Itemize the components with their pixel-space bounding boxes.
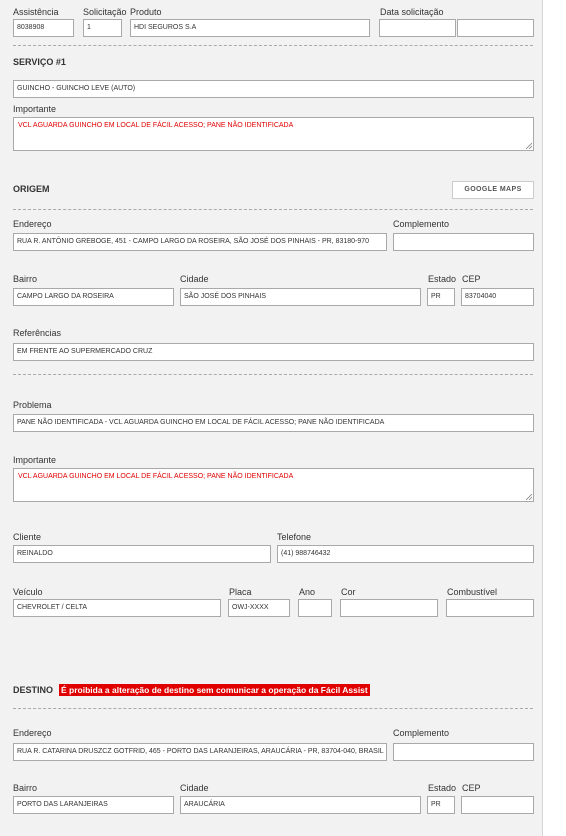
assistencia-field[interactable]: 8038908: [13, 19, 74, 37]
origem-referencias-field[interactable]: EM FRENTE AO SUPERMERCADO CRUZ: [13, 343, 534, 361]
solicitacao-label: Solicitação: [83, 7, 127, 17]
cliente-label: Cliente: [13, 532, 42, 542]
destino-cidade-label: Cidade: [180, 783, 209, 793]
origem-bairro-label: Bairro: [13, 274, 38, 284]
destino-estado-field[interactable]: PR: [427, 796, 455, 814]
origem-bairro-field[interactable]: CAMPO LARGO DA ROSEIRA: [13, 288, 174, 306]
destino-cep-label: CEP: [462, 783, 481, 793]
assistencia-label: Assistência: [13, 7, 59, 17]
veiculo-label: Veículo: [13, 587, 43, 597]
origem-endereco-field[interactable]: RUA R. ANTÔNIO GREBOGE, 451 - CAMPO LARGO DA ROSEIRA, SÃO JOSÉ DOS PINHAIS - PR, 83180-970: [13, 233, 387, 251]
destino-endereco-field[interactable]: RUA R. CATARINA DRUSZCZ GOTFRID, 465 - PORTO DAS LARANJEIRAS, ARAUCÁRIA - PR, 83704-040, BRASIL: [13, 743, 387, 761]
origem-referencias-label: Referências: [13, 328, 62, 338]
origem-complemento-label: Complemento: [393, 219, 450, 229]
servico-importante-label: Importante: [13, 104, 57, 114]
servico-tipo-field[interactable]: GUINCHO - GUINCHO LEVE (AUTO): [13, 80, 534, 98]
servico-importante-textarea[interactable]: [13, 117, 534, 151]
cor-label: Cor: [341, 587, 356, 597]
origem-endereco-label: Endereço: [13, 219, 52, 229]
divider: [13, 708, 533, 709]
cliente-field[interactable]: REINALDO: [13, 545, 271, 563]
divider: [13, 374, 533, 375]
resize-grip-icon[interactable]: [526, 494, 532, 500]
cor-field[interactable]: [340, 599, 438, 617]
placa-field[interactable]: OWJ-XXXX: [228, 599, 290, 617]
divider: [13, 45, 533, 46]
origem-estado-field[interactable]: PR: [427, 288, 455, 306]
data-solicitacao-time-field[interactable]: [457, 19, 534, 37]
origem-title: ORIGEM: [13, 184, 50, 194]
destino-complemento-field[interactable]: [393, 743, 534, 761]
telefone-field[interactable]: (41) 988746432: [277, 545, 534, 563]
destino-complemento-label: Complemento: [393, 728, 450, 738]
produto-field[interactable]: HDI SEGUROS S.A: [130, 19, 370, 37]
produto-label: Produto: [130, 7, 162, 17]
servico-title: SERVIÇO #1: [13, 57, 66, 67]
combustivel-field[interactable]: [446, 599, 534, 617]
google-maps-button[interactable]: GOOGLE MAPS: [452, 181, 534, 199]
origem-cep-label: CEP: [462, 274, 481, 284]
destino-estado-label: Estado: [428, 783, 457, 793]
destino-cidade-field[interactable]: ARAUCÁRIA: [180, 796, 421, 814]
problema-field[interactable]: PANE NÃO IDENTIFICADA - VCL AGUARDA GUINCHO EM LOCAL DE FÁCIL ACESSO; PANE NÃO IDENTIFICADA: [13, 414, 534, 432]
origem-cidade-field[interactable]: SÃO JOSÉ DOS PINHAIS: [180, 288, 421, 306]
destino-endereco-label: Endereço: [13, 728, 52, 738]
origem-complemento-field[interactable]: [393, 233, 534, 251]
telefone-label: Telefone: [277, 532, 312, 542]
ano-label: Ano: [299, 587, 316, 597]
data-solicitacao-label: Data solicitação: [380, 7, 444, 17]
problema-label: Problema: [13, 400, 52, 410]
destino-warning-badge: É proibida a alteração de destino sem comunicar a operação da Fácil Assist: [61, 685, 368, 695]
data-solicitacao-date-field[interactable]: [379, 19, 456, 37]
combustivel-label: Combustível: [447, 587, 498, 597]
origem-cep-field[interactable]: 83704040: [461, 288, 534, 306]
destino-bairro-label: Bairro: [13, 783, 38, 793]
problema-importante-label: Importante: [13, 455, 57, 465]
divider: [13, 209, 533, 210]
destino-bairro-field[interactable]: PORTO DAS LARANJEIRAS: [13, 796, 174, 814]
problema-importante-textarea[interactable]: [13, 468, 534, 502]
solicitacao-field[interactable]: 1: [83, 19, 122, 37]
destino-title: DESTINO: [13, 685, 54, 695]
origem-estado-label: Estado: [428, 274, 457, 284]
placa-label: Placa: [229, 587, 252, 597]
origem-cidade-label: Cidade: [180, 274, 209, 284]
destino-cep-field[interactable]: [461, 796, 534, 814]
problema-importante-text: VCL AGUARDA GUINCHO EM LOCAL DE FÁCIL ACESSO; PANE NÃO IDENTIFICADA: [18, 473, 294, 480]
resize-grip-icon[interactable]: [526, 143, 532, 149]
veiculo-field[interactable]: CHEVROLET / CELTA: [13, 599, 221, 617]
ano-field[interactable]: [298, 599, 332, 617]
servico-importante-text: VCL AGUARDA GUINCHO EM LOCAL DE FÁCIL ACESSO; PANE NÃO IDENTIFICADA: [18, 122, 294, 129]
